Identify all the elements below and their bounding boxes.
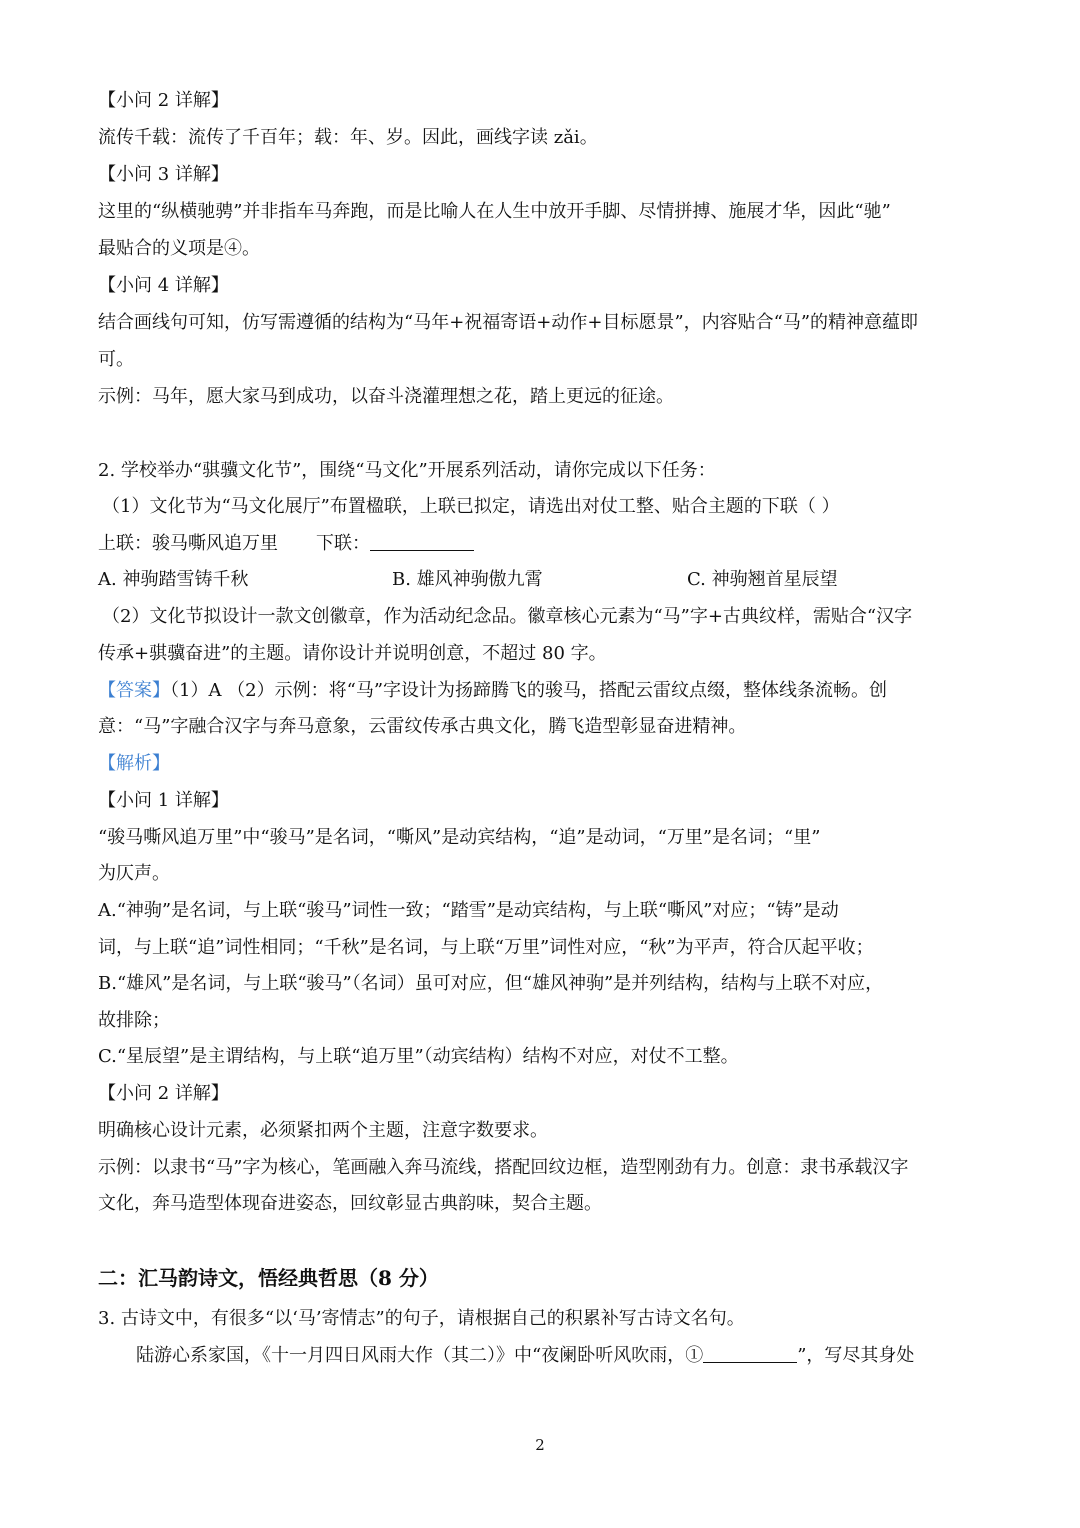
option-c: C. 神驹翘首星辰望 [687, 569, 838, 590]
analysis-option-a-line-1: A.“神驹”是名词，与上联“骏马”词性一致；“踏雪”是动宾结构，与上联“嘶风”对应；“铸”是动 [98, 900, 839, 921]
page-number: 2 [535, 1436, 545, 1454]
sub-question-4-example: 示例：马年，愿大家马到成功，以奋斗浇灌理想之花，踏上更远的征途。 [98, 386, 674, 407]
analysis-option-a-line-2: 词，与上联“追”词性相同；“千秋”是名词，与上联“万里”词性对应，“秋”为平声，符合仄起平收； [98, 937, 874, 958]
option-a: A. 神驹踏雪铸千秋 [98, 569, 249, 590]
couplet-line [98, 531, 474, 557]
sub-question-4-line-2: 可。 [98, 349, 134, 370]
sub-question-2-explanation: 流传千载：流传了千百年；载：年、岁。因此，画线字读 zǎi。 [98, 127, 598, 148]
sub-question-1-heading: 【小问 1 详解】 [98, 790, 229, 811]
answer-line-1 [98, 678, 887, 704]
analysis-option-c: C.“星辰望”是主谓结构，与上联“追万里”（动宾结构）结构不对应，对仗不工整。 [98, 1046, 739, 1067]
couplet-upper: 上联：骏马嘶风追万里 [98, 533, 278, 554]
question-3-text-before-blank: 陆游心系家国，《十一月四日风雨大作（其二）》中“夜阑卧听风吹雨，① [136, 1345, 704, 1366]
question-3-stem: 3. 古诗文中，有很多“以‘马’寄情志”的句子，请根据自己的积累补写古诗文名句。 [98, 1308, 745, 1329]
sub-question-3-heading: 【小问 3 详解】 [98, 164, 229, 185]
section-2-title: 二：汇马韵诗文，悟经典哲思（8 分） [98, 1266, 439, 1290]
sub-question-1-line-2: 为仄声。 [98, 863, 170, 884]
answer-tag: 【答案】 [98, 680, 170, 701]
couplet-lower-label: 下联： [316, 533, 370, 554]
sub-question-3-line-2: 最贴合的义项是④。 [98, 238, 260, 259]
question-2-part-1: （1）文化节为“马文化展厅”布置楹联，上联已拟定，请选出对仗工整、贴合主题的下联（ ） [102, 496, 840, 517]
question-3-text-after-blank: ”，写尽其身处 [797, 1345, 915, 1366]
couplet-lower-blank [370, 532, 474, 551]
sub-question-3-line-1: 这里的“纵横驰骋”并非指车马奔跑，而是比喻人在人生中放开手脚、尽情拼搏、施展才华，因此“驰” [98, 201, 891, 222]
option-b: B. 雄风神驹傲九霄 [392, 569, 543, 590]
sub-question-2-heading: 【小问 2 详解】 [98, 90, 229, 111]
question-3-blank-1 [703, 1344, 797, 1363]
analysis-option-b-line-1: B.“雄风”是名词，与上联“骏马”（名词）虽可对应，但“雄风神驹”是并列结构，结构与上联不对应， [98, 973, 884, 994]
analysis-option-b-line-2: 故排除； [98, 1010, 170, 1031]
sub-question-2-line-1: 明确核心设计元素，必须紧扣两个主题，注意字数要求。 [98, 1120, 548, 1141]
sub-question-1-line-1: “骏马嘶风追万里”中“骏马”是名词，“嘶风”是动宾结构，“追”是动词，“万里”是名词；“里” [98, 827, 821, 848]
sub-question-2-example-line-1: 示例：以隶书“马”字为核心，笔画融入奔马流线，搭配回纹边框，造型刚劲有力。创意：隶书承载汉字 [98, 1157, 909, 1178]
question-3-line-1 [136, 1343, 914, 1369]
sub-question-4-line-1: 结合画线句可知，仿写需遵循的结构为“马年+祝福寄语+动作+目标愿景”，内容贴合“马”的精神意蕴即 [98, 312, 919, 333]
answer-text: （1）A （2）示例：将“马”字设计为扬蹄腾飞的骏马，搭配云雷纹点缀，整体线条流畅。创 [170, 680, 888, 701]
question-2-stem: 2. 学校举办“骐骥文化节”，围绕“马文化”开展系列活动，请你完成以下任务： [98, 460, 716, 481]
analysis-tag: 【解析】 [98, 753, 170, 774]
question-2-part-2-line-2: 传承+骐骥奋进”的主题。请你设计并说明创意，不超过 80 字。 [98, 643, 607, 664]
sub-question-4-heading: 【小问 4 详解】 [98, 275, 229, 296]
sub-question-2-heading-b: 【小问 2 详解】 [98, 1083, 229, 1104]
answer-line-2: 意：“马”字融合汉字与奔马意象，云雷纹传承古典文化，腾飞造型彰显奋进精神。 [98, 716, 747, 737]
question-2-part-2-line-1: （2）文化节拟设计一款文创徽章，作为活动纪念品。徽章核心元素为“马”字+古典纹样，需贴合“汉字 [102, 606, 913, 627]
sub-question-2-example-line-2: 文化，奔马造型体现奋进姿态，回纹彰显古典韵味，契合主题。 [98, 1193, 602, 1214]
